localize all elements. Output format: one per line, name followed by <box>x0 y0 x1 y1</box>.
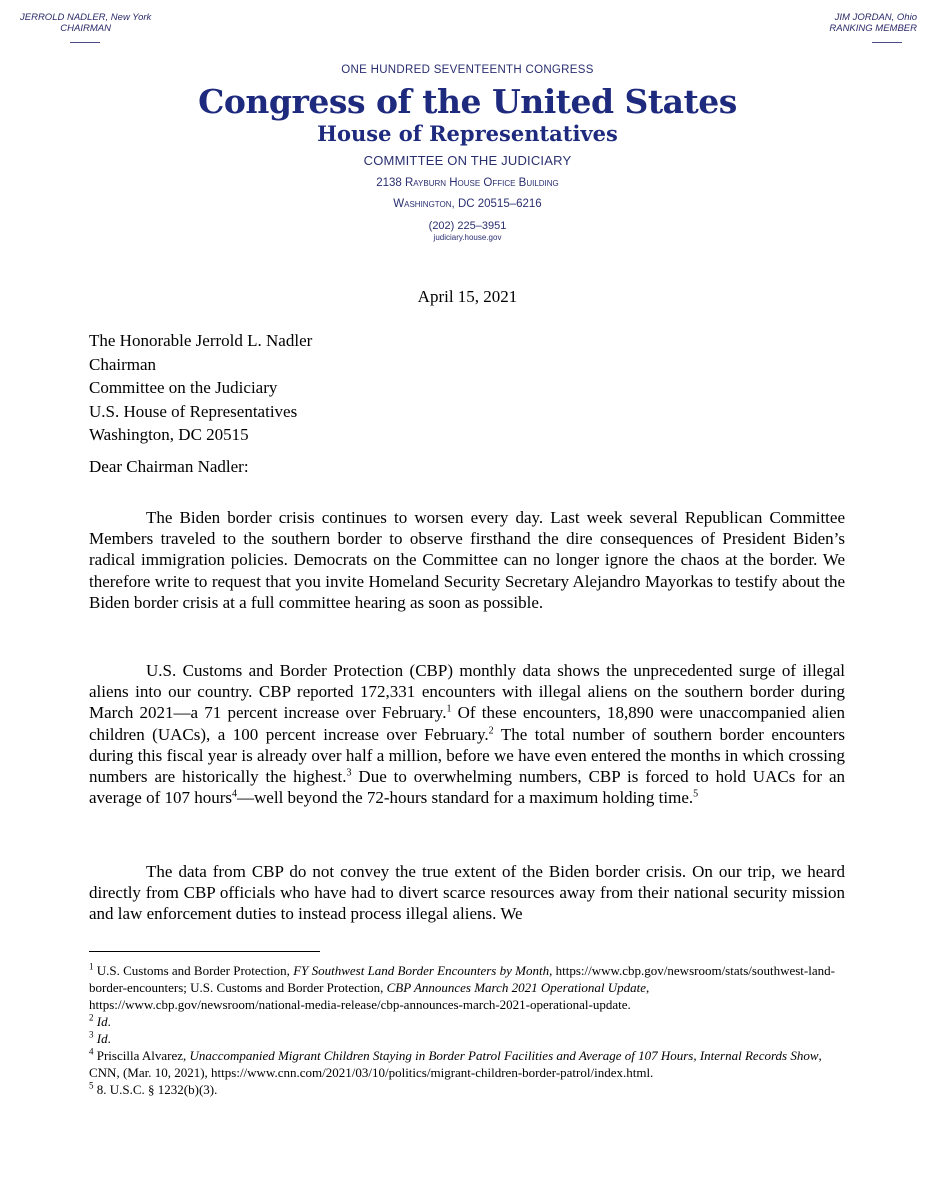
website-link[interactable]: judiciary.house.gov <box>433 233 502 242</box>
footnote-text: , https://www.cbp.gov/newsroom/national-media-release/cbp-announces-march-2021-operational-update. <box>89 980 650 1012</box>
body-paragraph-3 <box>89 861 845 925</box>
footnote-text: Id <box>96 1014 108 1029</box>
footnote-text: 8. U.S.C. § 1232(b)(3). <box>93 1082 218 1097</box>
footnote-source-title: CBP Announces March 2021 Operational Update <box>386 980 646 995</box>
chairman-rule <box>70 42 100 43</box>
footnotes <box>89 962 845 1098</box>
ranking-member-header <box>829 12 917 43</box>
congress-number: ONE HUNDRED SEVENTEENTH CONGRESS <box>341 64 594 76</box>
house-title: House of Representatives <box>317 121 618 146</box>
salutation: Dear Chairman Nadler: <box>89 457 249 476</box>
footnote-5 <box>89 1081 845 1098</box>
paragraph-text: The data from CBP do not convey the true extent of the Biden border crisis. On our trip, we heard directly from CBP officials who have had to divert scarce resources away from their national security mission and law enforcement duties to instead process illegal aliens. We <box>89 862 845 924</box>
footnote-text: , CNN, (Mar. 10, 2021), https://www.cnn.com/2021/03/10/politics/migrant-children-border-patrol/index.html. <box>89 1048 822 1080</box>
letterhead <box>0 64 935 242</box>
body-paragraph-2 <box>89 660 845 808</box>
recipient-house: U.S. House of Representatives <box>89 401 298 421</box>
footnote-3: $^3$ Id. <box>89 1029 111 1046</box>
footnote-divider <box>89 951 320 952</box>
footnote-2: $^2$ Id. <box>89 1012 111 1029</box>
recipient-title: Chairman <box>89 354 157 374</box>
footnote-number: 5 <box>89 1080 94 1091</box>
recipient-city: Washington, DC 20515 <box>89 425 249 444</box>
footnote-source-title: Unaccompanied Migrant Children Staying in Border Patrol Facilities and Average of 107 Hours, Internal Records Show <box>189 1048 819 1063</box>
footnote-ref[interactable]: 2 <box>488 724 494 736</box>
letter-date: April 15, 2021 <box>417 287 518 306</box>
city-address: Washington, DC 20515–6216 <box>393 198 542 210</box>
body-paragraph-1 <box>89 507 845 613</box>
paragraph-text-segment: —well beyond the 72-hours standard for a maximum holding time. <box>237 788 694 808</box>
chairman-name: JERROLD NADLER, New York <box>20 12 152 23</box>
chairman-header <box>20 12 151 43</box>
office-address: 2138 Rayburn House Office Building <box>376 177 559 189</box>
phone-number: (202) 225–3951 <box>428 220 507 232</box>
footnote-4 <box>89 1047 845 1081</box>
footnote-number: 2 <box>89 1012 94 1023</box>
paragraph-text-segment: U.S. Customs and Border Protection (CBP) monthly data shows the unprecedented surge of illegal aliens into our country. CBP reported 172,331 encounters with illegal aliens on the southern border during March 2021—a 71 percent increase over February. <box>89 661 845 723</box>
footnote-text: Id <box>96 1031 108 1046</box>
chairman-title: CHAIRMAN <box>60 23 111 34</box>
paragraph-text-segment: Due to overwhelming numbers, CBP is forced to hold UACs for an average of 107 hours <box>89 767 845 808</box>
committee-name: COMMITTEE ON THE JUDICIARY <box>363 153 572 168</box>
footnote-text: , https://www.cbp.gov/newsroom/stats/southwest-land-border-encounters; U.S. Customs and Border Protection, <box>89 963 835 995</box>
footnote-text: Priscilla Alvarez, <box>93 1048 190 1063</box>
footnote-number: 4 <box>89 1046 94 1057</box>
footnote-number: 1 <box>89 961 94 972</box>
footnote-ref[interactable]: 3 <box>346 767 352 779</box>
paragraph-text-segment: The total number of southern border encounters during this fiscal year is already over half a million, before we have even entered the months in which crossing numbers are historically the highest. <box>89 724 846 787</box>
footnote-source-title: FY Southwest Land Border Encounters by Month <box>293 963 550 978</box>
footnote-1 <box>89 962 845 1013</box>
ranking-member-name: JIM JORDAN, Ohio <box>834 12 917 23</box>
ranking-member-rule <box>872 42 902 43</box>
paragraph-text <box>89 660 845 808</box>
footnote-ref[interactable]: 1 <box>446 703 452 715</box>
footnote-text: U.S. Customs and Border Protection, <box>93 963 294 978</box>
paragraph-text: The Biden border crisis continues to worsen every day. Last week several Republican Committee Members traveled to the southern border to observe firsthand the dire consequences of President Biden’s radical immigration policies. Democrats on the Committee can no longer ignore the chaos at the border. We therefore write to request that you invite Homeland Security Secretary Alejandro Mayorkas to testify about the Biden border crisis at a full committee hearing as soon as possible. <box>89 508 845 612</box>
footnote-ref[interactable]: 4 <box>232 788 238 800</box>
recipient-name: The Honorable Jerrold L. Nadler <box>89 331 313 350</box>
congress-title: Congress of the United States <box>198 82 737 121</box>
footnote-number: 3 <box>89 1029 94 1040</box>
footnote-ref[interactable]: 5 <box>693 788 699 800</box>
ranking-member-title: RANKING MEMBER <box>829 23 917 34</box>
recipient-block <box>89 329 312 447</box>
paragraph-text-segment: Of these encounters, 18,890 were unaccompanied alien children (UACs), a 100 percent increase over February. <box>89 703 845 744</box>
recipient-committee: Committee on the Judiciary <box>89 378 278 397</box>
